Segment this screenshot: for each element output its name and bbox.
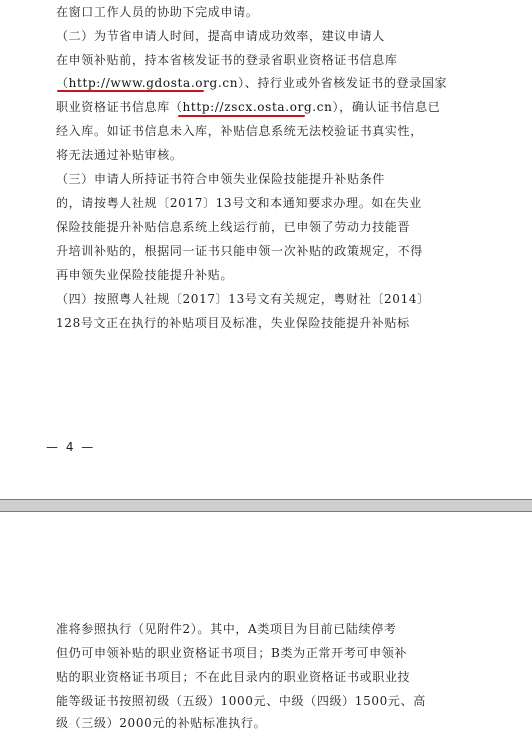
paren-open: （	[56, 76, 69, 90]
zscx-link[interactable]: http://zscx.osta.org.cn	[182, 100, 333, 114]
text-line: 贴的职业资格证书项目；不在此目录内的职业资格证书或职业技	[56, 670, 411, 684]
text-line: 在申领补贴前，持本省核发证书的登录省职业资格证书信息库	[56, 53, 398, 67]
text-line: 在窗口工作人员的协助下完成申请。	[56, 5, 259, 19]
page-separator-line	[0, 511, 532, 512]
text-line: 准将参照执行（见附件2）。其中，A类项目为目前已陆续停考	[56, 622, 397, 636]
text-line: 再申领失业保险技能提升补贴。	[56, 268, 234, 282]
page-gap	[0, 500, 532, 511]
page-number: — 4 —	[46, 440, 96, 454]
text-fragment: ），确认证书信息已	[332, 100, 441, 114]
text-line: 但仍可申领补贴的职业资格证书项目；B类为正常开考可申领补	[56, 646, 408, 660]
text-line: （二）为节省申请人时间，提高申请成功效率，建议申请人	[56, 29, 385, 43]
text-line: 升培训补贴的，根据同一证书只能申领一次补贴的政策规定，不得	[56, 244, 423, 258]
text-line: （四）按照粤人社规〔2017〕13号文有关规定，粤财社〔2014〕	[56, 292, 430, 306]
text-line: 将无法通过补贴审核。	[56, 148, 183, 162]
text-line: 128号文正在执行的补贴项目及标准，失业保险技能提升补贴标	[56, 316, 410, 330]
text-line: 的，请按粤人社规〔2017〕13号文和本通知要求办理。如在失业	[56, 196, 422, 210]
gdosta-link[interactable]: http://www.gdosta.org.cn	[68, 76, 239, 90]
text-line: 级（三级）2000元的补贴标准执行。	[56, 716, 267, 730]
text-line: 经入库。如证书信息未入库，补贴信息系统无法校验证书真实性，	[56, 124, 423, 138]
text-fragment: ）、持行业或外省核发证书的登录国家	[238, 76, 448, 90]
text-fragment: 职业资格证书信息库（	[56, 100, 183, 114]
text-line: （三）申请人所持证书符合申领失业保险技能提升补贴条件	[56, 172, 385, 186]
text-line: 能等级证书按照初级（五级）1000元、中级（四级）1500元、高	[56, 694, 426, 708]
red-underline-mark	[178, 115, 305, 117]
text-line: 保险技能提升补贴信息系统上线运行前，已申领了劳动力技能晋	[56, 220, 411, 234]
red-underline-mark	[57, 90, 204, 92]
